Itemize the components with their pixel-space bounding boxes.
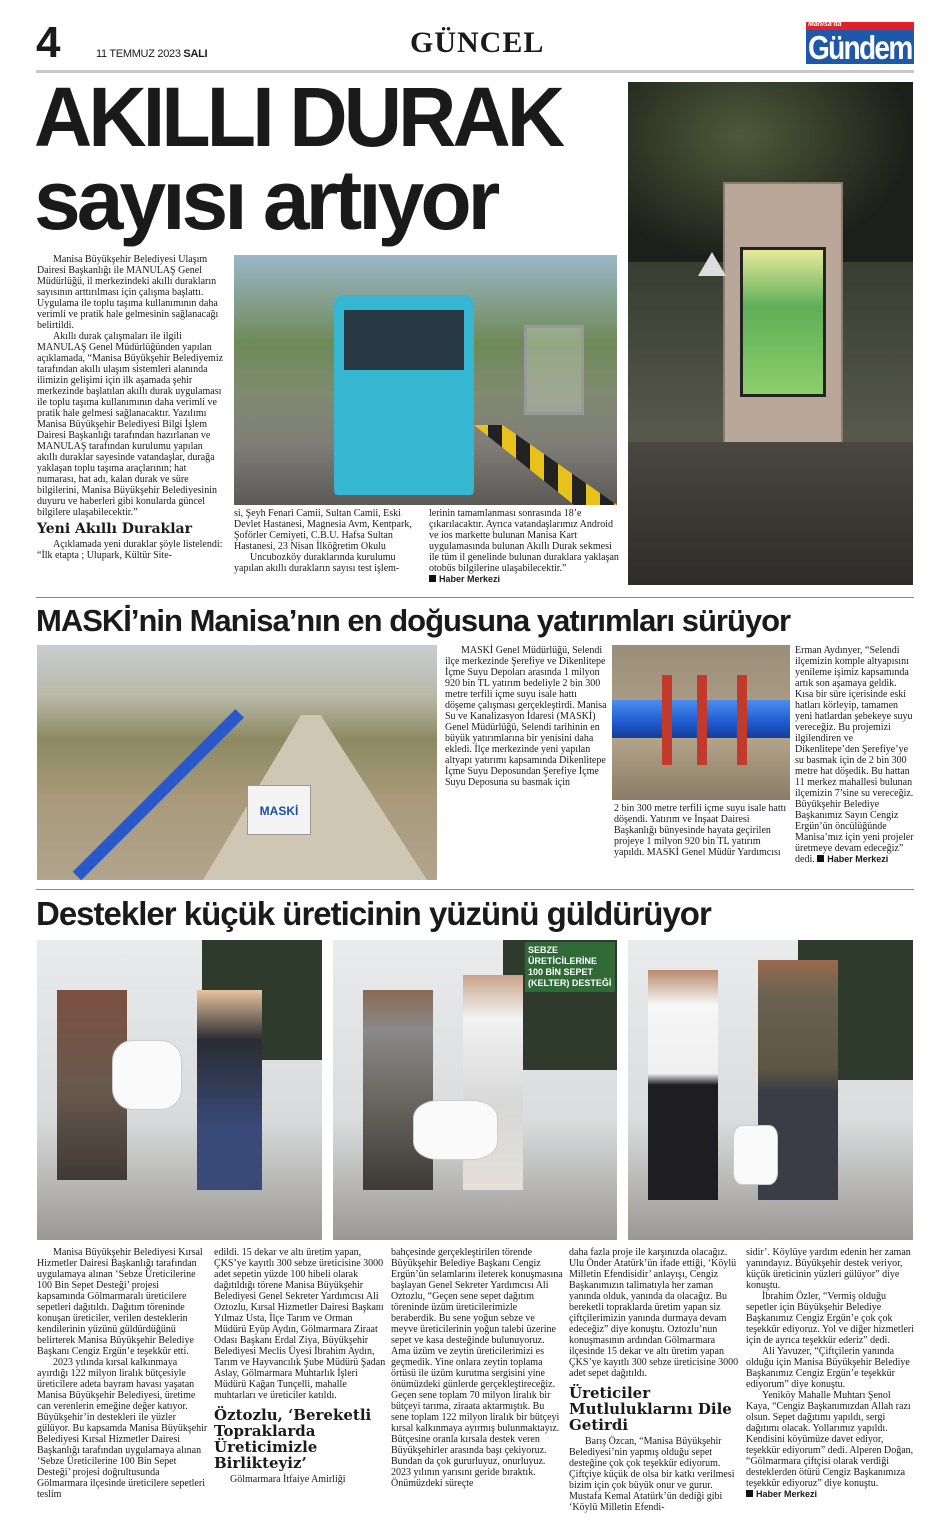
date-text: 11 TEMMUZ 2023: [96, 48, 181, 60]
paragraph: Erman Aydınyer, “Selendi ilçemizin komple altyapısını yenileme işimiz kapsamında artık son aşamaya geldik. Kısa bir süre içerisinde eski hatları körleyip, tamamen yeni hatlardan şebekeye suyu vereceğiz. Bu projemizi ilgilendiren ve Dikenlitepe’den Şerefiye’ye su basmak için de 2 bin 300 metre hat döşedik. Bu hattan 11 merkez mahallesi bulunan ilçemizin 7’sine su vereceğiz. Büyükşehir Belediye Başkanımız Sayın Cengiz Ergün’ün öncülüğünde Manisa’mız için yeni projeler üretmeye devam edeceğiz” dedi.: [795, 645, 914, 865]
farmers-photo-3: [628, 940, 913, 1240]
paragraph: Manisa Büyükşehir Belediyesi Kırsal Hizmetler Dairesi Başkanlığı tarafından uygulamaya alınan ‘Sebze Üreticilerine 100 Bin Sepet Desteği’ projesi kapsamında Gölmarmaralı üreticilere sepetleri dağıtıldı. Dağıtım töreninde konuşan üreticiler, verilen desteklerin kendilerinin yüzünü güldürdüğünü belirterek Manisa Büyükşehir Belediye Başkanı Cengiz Ergün’e teşekkür etti.: [37, 1247, 203, 1357]
basket-handover-photo-1: [37, 940, 322, 1240]
logo-big: Gündem: [808, 29, 912, 66]
paragraph: edildi. 15 dekar ve altı üretim yapan, ÇKS’ye kayıtlı 300 sebze üreticisine 3000 adet sepetin yüzde 100 hibeli olarak dağıtıldığı törene Manisa Büyükşehir Belediyesi Genel Sekreter Yardımcısı Ali Oztozlu, Kırsal Hizmetler Dairesi Başkanı Yılmaz Usta, İlçe Tarım ve Orman Müdürü Eyüp Aydın, Gölmarmara Ziraat Odası Başkanı Erdal Ziya, Büyükşehir Belediyesi Meclis Üyesi İbrahim Aydın, Tarım ve Hayvancılık Şube Müdürü Şadan Aslay, Gölmarmara Muhtarlık İşleri Müdürü Kağan Tunçelli, mahalle muhtarları ve üreticiler katıldı.: [214, 1247, 386, 1401]
article3-column-5: [746, 1247, 916, 1500]
article1-column-2: [234, 508, 420, 574]
paragraph: lerinin tamamlanması sonrasında 18’e çıkarılacaktır. Ayrıca vatandaşlarımız Android ve ios markette bulunan Manisa Kart uygulamasında bulunan Akıllı Durak sekmesi ile tüm il genelinde bulunan duraklara yaklaşan otobüs bilgilerine ulaşabilecektir.”: [429, 508, 619, 574]
article2-column-2: [614, 803, 788, 858]
paragraph: 2023 yılında kırsal kalkınmaya ayırdığı 122 milyon liralık bütçesiyle üreticilere adeta bayram havası yaşatan Manisa Büyükşehir Belediyesi, üretime can verenlerin emeğine değer katıyor. Büyükşehir’in destekleri ile yüzler gülüyor. Bu kapsamda Manisa Büyükşehir Belediyesi Kırsal Hizmetler Dairesi Başkanlığı tarafından uygulamaya alınan ‘Sebze Üreticilerine 100 Bin Sepet Desteği’ projesi doğrultusunda Gölmarmara ilçesinde üreticilere sepetleri teslim: [37, 1357, 208, 1500]
paragraph: Ali Yavuzer, “Çiftçilerin yanında olduğu için Manisa Büyükşehir Belediye Başkanımız Cengiz Ergün’e teşekkür ediyorum” diye konuştu.: [746, 1346, 910, 1390]
article1-headline-line1: AKILLI DURAK: [34, 70, 562, 164]
day-text: SALI: [183, 48, 208, 60]
article2-column-3: [795, 645, 915, 865]
subheading: Üreticiler Mutluluklarını Dile Getirdi: [569, 1384, 732, 1434]
article3-column-3: [391, 1247, 563, 1489]
subheading: Öztozlu, ‘Bereketli Topraklarda Üreticimizle Birlikteyiz’: [214, 1406, 372, 1472]
paragraph: Akıllı durak çalışmaları ile ilgili MANULAŞ Genel Müdürlüğünden yapılan açıklamada, “Manisa Büyükşehir Belediyemiz tarafından akıllı ulaşım sistemleri alanında ilimizin gelişimi için ilk aşamada şehir merkezinde başlatılan akıllı durak uygulaması ile toplu taşıma kullanımının daha verimli ve pratik hale gelmesi sağlanacaktır. Yazılımı Manisa Büyükşehir Belediyesi Bilgi İşlem Dairesi Başkanlığı tarafından hazırlanan ve MANULAŞ tarafından kurulumu yapılan akıllı duraklar sayesinde vatandaşlar, durağa yaklaşan toplu taşıma araçlarının; hat numarası, hat adı, kalan durak ve süre bilgilerini, Manisa Büyükşehir Belediyesinin duyuru ve haberleri gibi konularda güncel bilgilere ulaşabilecektir.”: [37, 331, 224, 518]
article2-column-1: [445, 645, 607, 788]
paragraph: sidir’. Köylüye yardım edenin her zaman yanındayız. Büyükşehir destek veriyor, küçük üreticinin yüzleri gülüyor” diye konuştu.: [746, 1247, 911, 1291]
page-number: 4: [36, 18, 61, 67]
logo-small: Manisa'da: [808, 21, 842, 28]
maski-sign: MASKİ: [247, 785, 311, 835]
pipeline-road-photo: [37, 645, 437, 880]
article2-headline: MASKİ’nin Manisa’nın en doğusuna yatırımları sürüyor: [36, 603, 791, 638]
byline: Haber Merkezi: [429, 574, 500, 584]
paragraph: Yeniköy Mahalle Muhtarı Şenol Kaya, “Cengiz Başkanımızdan Allah razı olsun. Sepet dağıtımı yapıldı, sergi dağıtımı olacak. Yollarımız yapıldı. Kendisini köyümüze davet ediyor, teşekkür ediyorum” dedi. Alperen Doğan, “Gölmarmara çiftçisi olarak verdiği desteklerden ötürü Cengiz Başkanımıza teşekkür ediyoruz” diye konuştu.: [746, 1390, 914, 1489]
paragraph: Gölmarmara İtfaiye Amirliği: [230, 1474, 346, 1485]
article3-column-4: [569, 1247, 741, 1513]
article3-column-1: [37, 1247, 209, 1500]
paragraph: Manisa Büyükşehir Belediyesi Ulaşım Dairesi Başkanlığı ile MANULAŞ Genel Müdürlüğü, il merkezindeki akıllı durakların sayısının arttırılması için çalışma başlattı. Uygulama ile toplu taşıma kullanımının daha verimli ve pratik hale gelmesinin sağlanacağı belirtildi.: [37, 254, 219, 331]
article3-column-2: [214, 1247, 386, 1485]
basket-handover-photo-2: [333, 940, 617, 1240]
bus-stop-night-photo: [628, 82, 913, 585]
article-divider: [36, 889, 914, 890]
bus-photo: [234, 255, 617, 505]
article-divider: [36, 597, 914, 598]
article3-headline: Destekler küçük üreticinin yüzünü güldürüyor: [36, 895, 711, 932]
byline: Haber Merkezi: [817, 854, 888, 864]
paragraph: Açıklamada yeni duraklar şöyle listelendi: “İlk etapta ; Ulupark, Kültür Site-: [37, 539, 223, 561]
article1-column-3: [429, 508, 619, 585]
pipe-fitting-photo: [612, 645, 790, 800]
paragraph: MASKİ Genel Müdürlüğü, Selendi ilçe merkezinde Şerefiye ve Dikenlitepe İçme Suyu Depoları arasında 1 milyon 920 bin TL yatırım bedeliyle 2 bin 300 metre terfili içme suyu isale hattı döşeme çalışması gerçekleştirdi. Manisa Su ve Kanalizasyon İdaresi (MASKİ) Genel Müdürlüğü, Selendi tarihinin en büyük yatırımlarına bir yenisini daha ekledi. İlçe merkezinde yeni yapılan altyapı yatırımı kapsamında Dikenlitepe İçme Suyu Deposundan Şerefiye İçme Suyu Deposuna su basmak için: [445, 645, 607, 788]
byline: Haber Merkezi: [746, 1489, 817, 1499]
paragraph: İbrahim Özler, “Vermiş olduğu sepetler için Büyükşehir Belediye Başkanımız Cengiz Ergün’e çok çok teşekkür ediyoruz. Yol ve diğer hizmetleri için de ayrıca teşekkür ederiz” dedi.: [746, 1291, 915, 1346]
banner-text: SEBZE ÜRETİCİLERİNE 100 BİN SEPET (KELTER) DESTEĞİ: [525, 942, 615, 992]
paragraph: Uncubozköy duraklarında kurulumu yapılan akıllı durakların sayısı test işlem-: [234, 552, 400, 574]
article1-headline-line2: sayısı artıyor: [34, 153, 497, 247]
newspaper-logo: [806, 22, 914, 64]
article1-column-1: [37, 254, 225, 561]
paragraph: daha fazla proje ile karşınızda olacağız. Ulu Önder Atatürk’ün ifade ettiği, ‘Köylü Milletin Efendisidir’ anlayışı, Cengiz Başkanımızın talimatıyla her zaman yanında olduk, yanında da olacağız. Bu bereketli topraklarda üretim yapan siz çiftçilerimizin yanında durmaya devam edeceğiz” diye konuştu. Oztozlu’nun konuşmasının ardından Gölmarmara ilçesinde 15 dekar ve altı üretim yapan ÇKS’ye kayıtlı 300 sebze üreticisine 3000 adet sepet dağıtıldı.: [569, 1247, 739, 1379]
paragraph: si, Şeyh Fenari Camii, Sultan Camii, Eski Devlet Hastanesi, Magnesia Avm, Kentpark, Şoförler Cemiyeti, C.B.U. Hafsa Sultan Hastanesi, 23 Nisan İlköğretim Okulu: [234, 508, 412, 552]
paragraph: bahçesinde gerçekleştirilen törende Büyükşehir Belediye Başkanı Cengiz Ergün’ün selamlarını ileterek konuşmasına başlayan Genel Sekreter Yardımcısı Ali Oztozlu, “Geçen sene sepet dağıtım töreninde üzüm üreticilerimizle beraberdik. Bu sene yoğun sebze ve meyve üreticilerinin yoğun talebi üzerine sepet ve kasa desteğinde bulunuyoruz. Ama üzüm ve zeytin üreticilerimizi es geçmedik. Yine onlara zeytin toplama örtüsü ile üzüm kurutma sergisini yine önümüzdeki günlerde gerçekleştireceğiz. Geçen sene toplam 70 milyon liralık bir bütçeyi tarıma, ziraata aktarmıştık. Bu sene toplam 122 milyon liralık bir bütçeyi kırsal kalkınmaya ayırmış bulunmaktayız. Bütçesine oranla kırsala destek veren Büyükşehirler arasında başı çekiyoruz. Bundan da çok gururluyuz, onurluyuz. 2023 yılının yarısını geride bıraktık. Önümüzdeki süreçte: [391, 1247, 563, 1489]
paragraph: Barış Özcan, “Manisa Büyükşehir Belediyesi’nin yapmış olduğu sepet desteğine çok çok teşekkür ediyorum. Çiftçiye küçük de olsa bir katkı verilmesi bizim için çok büyük onur ve gurur. Mustafa Kemal Atatürk’ün dediği gibi ‘Köylü Milletin Efendi-: [569, 1436, 735, 1513]
issue-date: [96, 48, 207, 60]
section-title: GÜNCEL: [410, 26, 545, 59]
subheading: Yeni Akıllı Duraklar: [37, 521, 192, 537]
paragraph: 2 bin 300 metre terfili içme suyu isale hattı döşendi. Yatırım ve İnşaat Dairesi Başkanlığı bünyesinde hayata geçirilen projeye 1 milyon 920 bin TL yatırım yapıldı. MASKİ Genel Müdür Yardımcısı: [614, 803, 787, 858]
